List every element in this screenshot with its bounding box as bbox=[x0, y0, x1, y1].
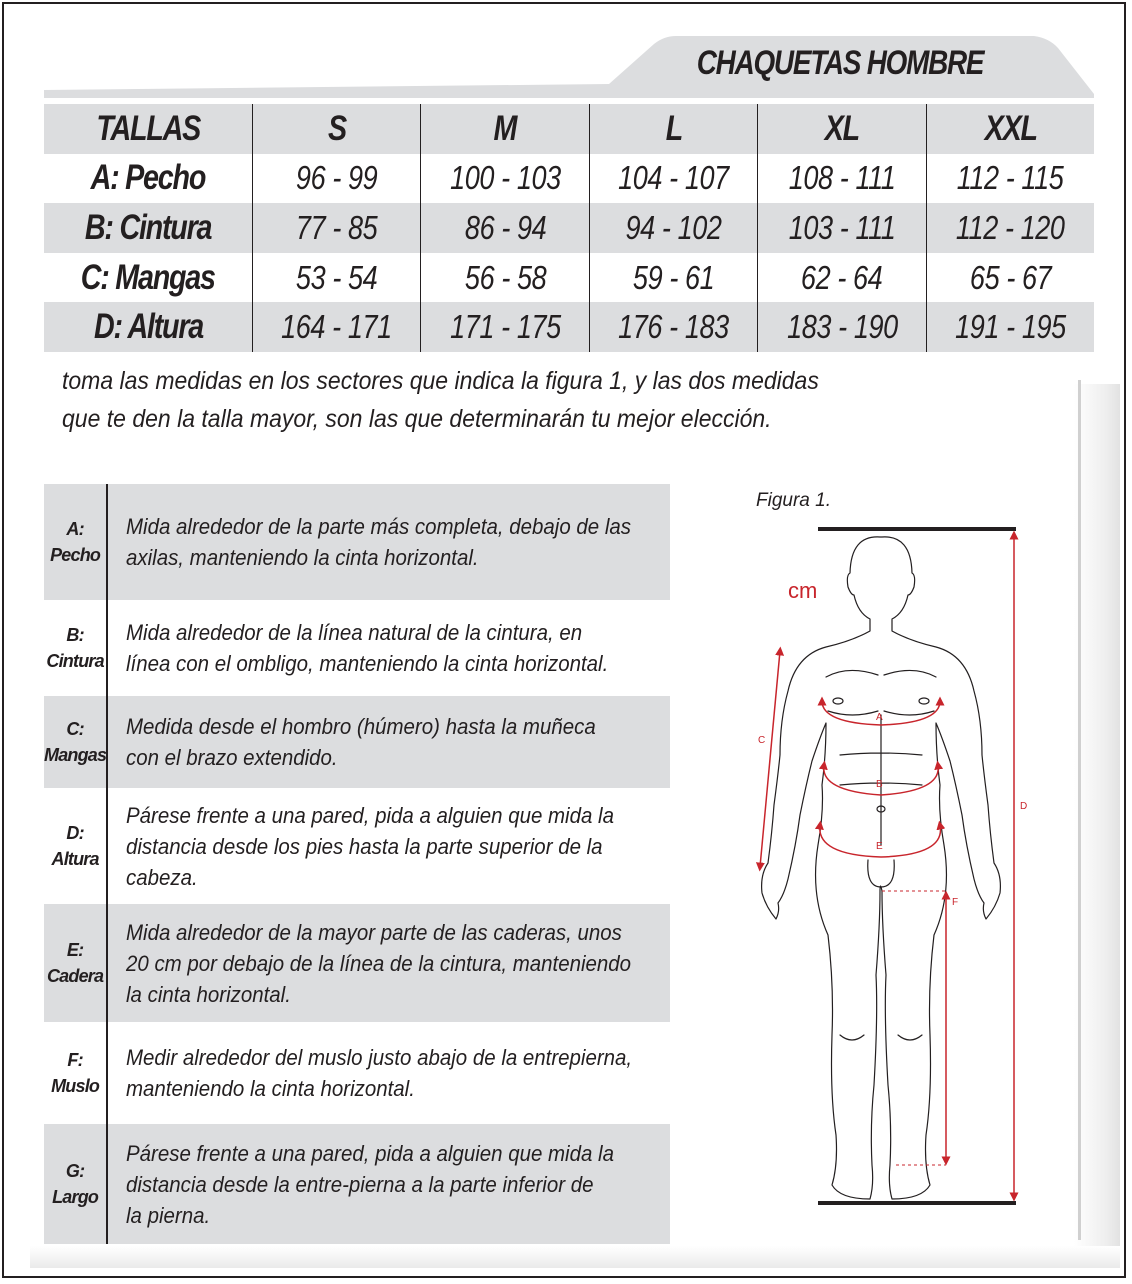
size-cell: 62 - 64 bbox=[801, 258, 883, 296]
size-cell: 164 - 171 bbox=[281, 308, 393, 346]
size-cell: 103 - 111 bbox=[788, 208, 896, 246]
row-label: A: Pecho bbox=[90, 158, 206, 198]
measure-guide-table bbox=[44, 484, 670, 1244]
measure-key: A: bbox=[66, 519, 84, 539]
measure-name: Cadera bbox=[46, 966, 104, 986]
size-cell: 53 - 54 bbox=[296, 258, 378, 296]
size-col-xxl: XXL bbox=[984, 108, 1037, 148]
measure-text-line: Mida alrededor de la parte más completa, debajo de las bbox=[126, 514, 632, 539]
measure-row-cintura bbox=[44, 600, 670, 696]
size-cell: 171 - 175 bbox=[449, 308, 561, 346]
size-cell: 108 - 111 bbox=[788, 159, 896, 197]
size-row-cintura bbox=[44, 203, 1094, 253]
size-cell: 56 - 58 bbox=[464, 258, 546, 296]
size-row-altura bbox=[44, 302, 1094, 352]
measure-note bbox=[62, 362, 885, 438]
measure-row-mangas bbox=[44, 696, 670, 788]
measure-text-line: con el brazo extendido. bbox=[126, 745, 338, 770]
size-cell: 77 - 85 bbox=[296, 208, 378, 246]
marker-c: C bbox=[758, 735, 766, 746]
size-col-m: M bbox=[493, 108, 517, 148]
measure-key: C: bbox=[66, 719, 84, 739]
row-label: B: Cintura bbox=[84, 207, 212, 247]
size-col-xl: XL bbox=[824, 108, 860, 148]
size-cell: 65 - 67 bbox=[969, 258, 1052, 296]
measure-key: B: bbox=[66, 625, 84, 645]
unit-label: cm bbox=[788, 578, 818, 603]
size-header-row bbox=[44, 104, 1094, 154]
measure-name: Largo bbox=[52, 1187, 99, 1207]
measure-text-line: Medir alrededor del muslo justo abajo de la entrepierna, bbox=[126, 1045, 633, 1070]
size-cell: 59 - 61 bbox=[632, 258, 715, 296]
note-line-1: toma las medidas en los sectores que indica la figura 1, y las dos medidas bbox=[62, 367, 819, 395]
row-label: C: Mangas bbox=[80, 257, 216, 297]
size-cell: 176 - 183 bbox=[618, 308, 729, 346]
size-cell: 100 - 103 bbox=[449, 159, 561, 197]
body-figure bbox=[740, 515, 1040, 1215]
measure-text-line: línea con el ombligo, manteniendo la cinta horizontal. bbox=[126, 651, 609, 676]
body-outline bbox=[762, 537, 1001, 1199]
sleeve-arrow bbox=[760, 651, 780, 867]
measure-text-line: 20 cm por debajo de la línea de la cintura, manteniendo bbox=[126, 950, 632, 976]
size-header-label: TALLAS bbox=[96, 108, 200, 148]
page-title: CHAQUETAS HOMBRE bbox=[696, 44, 984, 82]
size-row-pecho bbox=[44, 154, 1094, 204]
measure-text-line: Mida alrededor de la línea natural de la cintura, en bbox=[126, 620, 583, 645]
measure-key: E: bbox=[66, 940, 84, 960]
marker-a: A bbox=[876, 712, 883, 723]
size-table bbox=[44, 104, 1094, 352]
marker-d: D bbox=[1020, 801, 1028, 812]
measure-name: Pecho bbox=[50, 545, 101, 565]
measure-name: Muslo bbox=[51, 1076, 100, 1096]
measure-text-line: Párese frente a una pared, pida a alguien que mida la bbox=[126, 802, 615, 828]
measure-row-pecho bbox=[44, 484, 670, 600]
measure-name: Cintura bbox=[46, 651, 104, 671]
size-cell: 86 - 94 bbox=[464, 208, 546, 246]
size-col-l: L bbox=[665, 108, 682, 148]
measure-row-muslo bbox=[44, 1022, 670, 1124]
marker-e: E bbox=[876, 841, 883, 852]
measure-key: D: bbox=[66, 823, 84, 843]
measure-text-line: Medida desde el hombro (húmero) hasta la muñeca bbox=[126, 714, 596, 739]
size-row-mangas bbox=[44, 253, 1094, 303]
measure-text-line: cabeza. bbox=[126, 864, 198, 890]
measure-text-line: la cinta horizontal. bbox=[126, 981, 292, 1007]
measure-row-cadera bbox=[44, 904, 670, 1022]
measure-row-altura bbox=[44, 788, 670, 904]
row-label: D: Altura bbox=[93, 307, 203, 347]
size-cell: 104 - 107 bbox=[618, 159, 729, 197]
measure-key: F: bbox=[67, 1050, 83, 1070]
size-cell: 112 - 120 bbox=[956, 208, 1065, 246]
marker-b: B bbox=[876, 779, 883, 790]
measure-key: G: bbox=[65, 1161, 85, 1181]
measure-row-largo bbox=[44, 1124, 670, 1244]
measure-text-line: axilas, manteniendo la cinta horizontal. bbox=[126, 545, 479, 570]
size-col-s: S bbox=[327, 108, 346, 148]
figure-label: Figura 1. bbox=[756, 490, 831, 511]
size-cell: 96 - 99 bbox=[296, 159, 378, 197]
measure-text-line: distancia desde la entre-pierna a la parte inferior de bbox=[126, 1171, 594, 1197]
size-cell: 183 - 190 bbox=[786, 308, 898, 346]
measure-text-line: Mida alrededor de la mayor parte de las caderas, unos bbox=[126, 919, 623, 945]
measure-name: Mangas bbox=[44, 745, 107, 765]
floor-bar bbox=[818, 1201, 1016, 1205]
measure-text-line: manteniendo la cinta horizontal. bbox=[126, 1076, 416, 1101]
measure-text-line: Párese frente a una pared, pida a alguien que mida la bbox=[126, 1140, 615, 1166]
bottom-shadow bbox=[30, 1246, 1120, 1268]
size-cell: 191 - 195 bbox=[955, 308, 1066, 346]
marker-f: F bbox=[952, 897, 959, 908]
measure-text-line: distancia desde los pies hasta la parte superior de la bbox=[126, 833, 603, 859]
measure-name: Altura bbox=[51, 849, 99, 869]
size-cell: 94 - 102 bbox=[625, 208, 722, 246]
head-bar bbox=[818, 527, 1016, 531]
right-shadow-line bbox=[1078, 380, 1081, 1240]
size-cell: 112 - 115 bbox=[957, 159, 1064, 197]
note-line-2: que te den la talla mayor, son las que determinarán tu mejor elección. bbox=[62, 405, 772, 433]
measure-text-line: la pierna. bbox=[126, 1202, 211, 1228]
